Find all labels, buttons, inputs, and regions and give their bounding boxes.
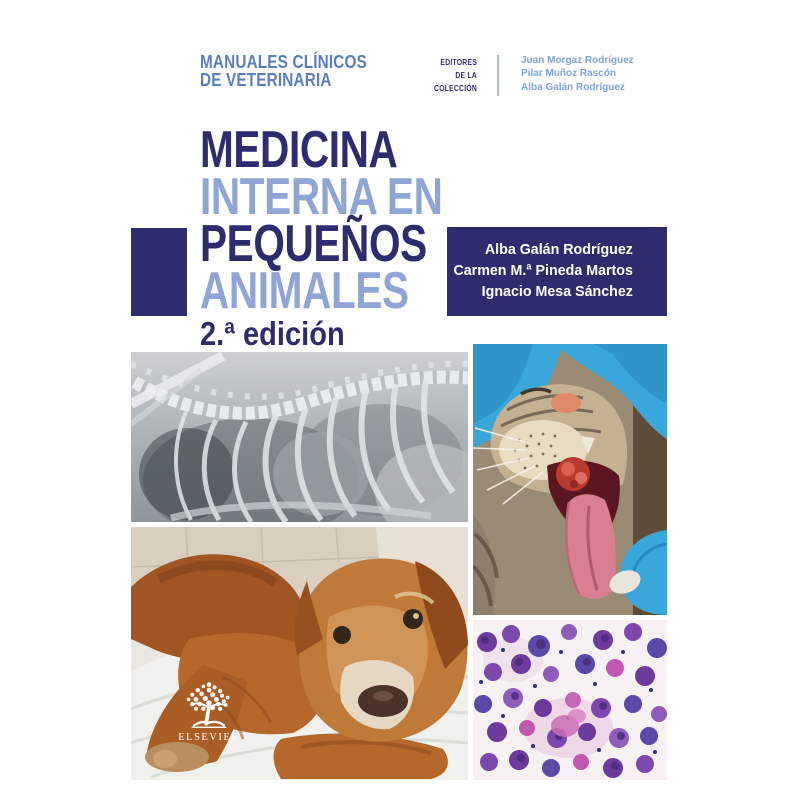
series-title (200, 53, 367, 89)
series-line-2: DE VETERINARIA (200, 70, 332, 90)
edition-label: 2.ª edición (200, 315, 345, 352)
author-name: Carmen M.ª Pineda Martos (453, 262, 633, 279)
microscopy-illustration (473, 620, 667, 780)
collection-editors-label: EDITORES DE LA COLECCIÓN (434, 57, 477, 93)
xray-photo (131, 352, 468, 522)
authors-panel (447, 227, 667, 316)
title-line-pequenos: PEQUEÑOS (200, 215, 427, 273)
author-name: Ignacio Mesa Sánchez (481, 283, 633, 300)
elsevier-wordmark: ELSEVIER (178, 732, 240, 743)
collection-editor: Juan Morgaz Rodríguez (521, 55, 634, 66)
elsevier-tree-icon (180, 679, 238, 731)
collection-editor: Pilar Muñoz Rascón (521, 68, 617, 80)
xray-illustration (131, 352, 468, 522)
author-name: Alba Galán Rodríguez (484, 241, 633, 258)
title-line-medicina: MEDICINA (200, 121, 398, 179)
title-line-interna-en: INTERNA EN (200, 168, 443, 226)
collection-editor: Alba Galán Rodríguez (521, 81, 625, 93)
microscopy-photo (473, 620, 667, 780)
publisher-logo (173, 679, 245, 743)
collection-editors-names (521, 54, 634, 94)
dog-photo (131, 527, 468, 780)
title-line-animales: ANIMALES (200, 262, 409, 320)
left-accent-bar (131, 228, 187, 316)
editors-divider (497, 55, 499, 96)
series-line-1: MANUALES CLÍNICOS (200, 52, 367, 72)
cat-photo (473, 344, 667, 615)
cat-illustration (473, 344, 667, 615)
